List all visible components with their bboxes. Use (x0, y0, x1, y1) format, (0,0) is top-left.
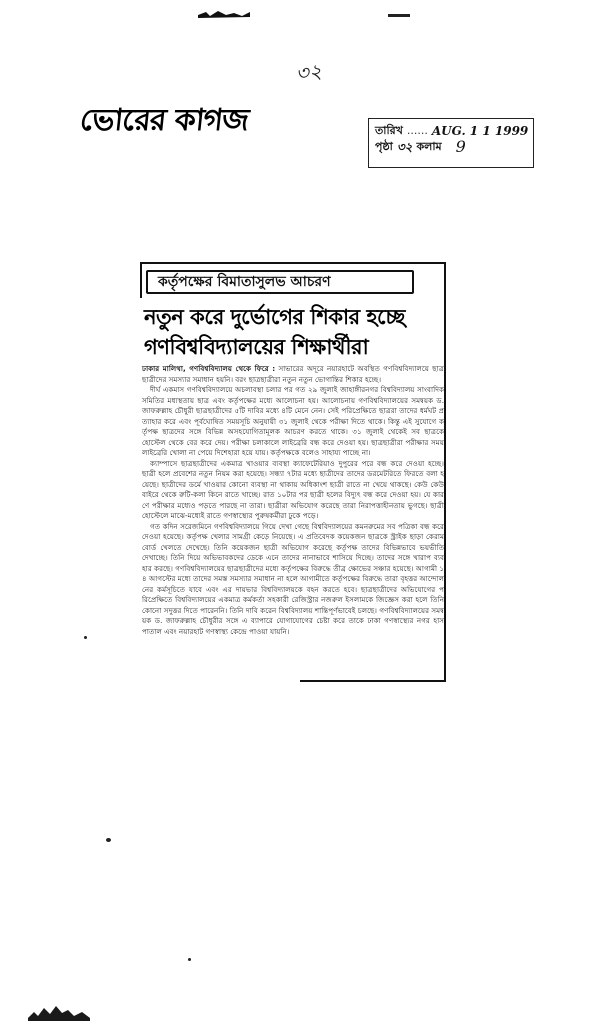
stamp-column-label: কলাম (416, 140, 442, 153)
clipping-top-rule (140, 262, 446, 264)
newspaper-masthead: ভোরের কাগজ (78, 103, 250, 138)
scan-speck (188, 958, 191, 961)
scan-speck (106, 838, 111, 842)
stamp-page-label: পৃষ্ঠা (375, 140, 393, 153)
article-clipping (140, 262, 448, 682)
archive-stamp (368, 118, 534, 168)
bottom-ink-smudge (24, 998, 94, 1022)
clipping-right-rule (444, 262, 446, 682)
article-paragraph: দীর্ঘ একমাস গণবিশ্ববিদ্যালয়ে অচলাবস্থা চলার পর গত ২৯ জুলাই জাহাঙ্গীরনগর বিশ্ববিদ্যালয় সাংবাদিক সমিতির মধ্যস্থতায় ছাত্র এবং কর্তৃপক্ষের মধ্যে আলোচনা হয়। আলোচনায় গণবিশ্ববিদ্যালয়ের সমন্বয়ক ড. জাফরুল্লাহ চৌধুরী ছাত্রছাত্রীদের ৫টি দাবির মধ্যে ৪টি মেনে নেন। সেই পরিপ্রেক্ষিতে ছাত্ররা তাদের ধর্মঘট প্রত্যাহার করে এবং পূর্বঘোষিত সময়সূচি অনুযায়ী ৩১ জুলাই থেকে পরীক্ষা দিতে থাকে। কিন্তু এই সুযোগে কর্তৃপক্ষ ছাত্রদের সঙ্গে বিভিন্ন অসহযোগিতামূলক আচরণ করতে থাকে। ৩১ জুলাই থেকেই সব ছাত্রকে হোস্টেল থেকে বের করে দেয়। পরীক্ষা চলাকালে লাইব্রেরি বন্ধ করে দেওয়া হয়। ছাত্রছাত্রীরা পরীক্ষার সময় লাইব্রেরি খোলা না পেয়ে দিশেহারা হয়ে যায়। কর্তৃপক্ষকে বলেও সাহায্য পাচ্ছে না। (142, 385, 444, 457)
article-dateline: ঢাকার মালিথা, গণবিশ্ববিদ্যালয় থেকে ফিরে : (142, 364, 276, 373)
headline-line-2: গণবিশ্ববিদ্যালয়ের শিক্ষার্থীরা (144, 335, 369, 359)
clipping-bottom-rule (300, 680, 446, 682)
stamp-page-value: ৩২ (396, 140, 413, 154)
stamp-date-row (375, 123, 527, 139)
handwritten-page-number: ৩২ (294, 58, 323, 86)
clipping-left-rule (140, 262, 142, 298)
stamp-column-value: 9 (455, 137, 466, 156)
scan-speck (84, 636, 87, 639)
stamp-date-dots: ...... (406, 124, 428, 137)
article-headline (144, 302, 444, 362)
article-paragraph (142, 364, 444, 385)
paragraph-text: সাভারের অদূরে নয়ারহাটে অবস্থিত গণবিশ্ববিদ্যালয়ে ছাত্রছাত্রীদের সমস্যার সমাধান হয়নি। বরং ছাত্রছাত্রীরা নতুন নতুন ভোগান্তির শিকার হচ্ছে। (142, 364, 444, 384)
article-paragraph: গত কদিন সরেজমিনে গণবিশ্ববিদ্যালয়ে গিয়ে দেখা গেছে বিশ্ববিদ্যালয়ের কমনরুমের সব পত্রিকা বন্ধ করে দেওয়া হয়েছে। কর্তৃপক্ষ খেলার সামগ্রী কেড়ে নিয়েছে। এ প্রতিবেদক কয়েকজন ছাত্রকে স্ট্রাইক ছাড়া কেরাম বোর্ড খেলতে দেখেছে। তিনি কয়েকজন ছাত্রী অভিযোগ করেছে কর্তৃপক্ষ তাদের বিভিন্নভাবে ভয়ভীতি দেখাচ্ছে। তিনি দিয়ে অভিভাবকদের ডেকে এনে তাদের নানাভাবে শাসিয়ে দিচ্ছে। তাদের সঙ্গে খারাপ ব্যবহার করছে। গণবিশ্ববিদ্যালয়ের ছাত্রছাত্রীদের মধ্যে কর্তৃপক্ষের বিরুদ্ধে তীব্র ক্ষোভের সঞ্চার হয়েছে। আগামী ১৪ আগস্টের মধ্যে তাদের সমস্ত সমস্যার সমাধান না হলে আগামীতে কর্তৃপক্ষের বিরুদ্ধে তারা বৃহত্তর আন্দোলনের কর্মসূচিতে যাবে এবং এর দায়ভার বিশ্ববিদ্যালয়কে বহন করতে হবে। ছাত্রছাত্রীদের অভিযোগের পরিপ্রেক্ষিতে বিশ্ববিদ্যালয়ের একমাত্র কর্মকর্তা সহকারী রেজিস্ট্রার নজরুল ইসলামকে জিজ্ঞেস করা হলে তিনি কোনো সদুত্তর দিতে পারেননি। তিনি দাবি করেন বিশ্ববিদ্যালয় শান্তিপূর্ণভাবেই চলছে। গণবিশ্ববিদ্যালয়ের সমন্বয়ক ড. জাফরুল্লাহ চৌধুরীর সঙ্গে এ ব্যাপারে যোগাযোগের চেষ্টা করে তাকে ঢাকা গণস্বাস্থ্যের নগর হাসপাতাল এবং নয়ারহাট গণস্বাস্থ্য কেন্দ্রে পাওয়া যায়নি। (142, 521, 444, 636)
stamp-page-row (375, 139, 527, 155)
headline-line-1: নতুন করে দুর্ভোগের শিকার হচ্ছে (144, 305, 405, 329)
article-kicker: কর্তৃপক্ষের বিমাতাসুলভ আচরণ (146, 270, 414, 294)
stamp-date-label: তারিখ (375, 124, 403, 137)
top-ink-smudge (196, 8, 252, 20)
article-paragraph: ক্যাম্পাসে ছাত্রছাত্রীদের একমাত্র খাওয়ার ব্যবস্থা ক্যাফেটেরিয়াও দুপুরের পরে বন্ধ করে দেওয়া হচ্ছে। ছাত্রী হলে প্রবেশের নতুন নিয়ম করা হয়েছে। সন্ধ্যা ৭টার মধ্যে ছাত্রীদের তাদের ডরমেটরিতে ফিরতে বলা হয়েছে। ছাত্রীদের ডর্মে খাওয়ার কোনো ব্যবস্থা না থাকায় অধিকাংশ ছাত্রী রাতে না খেয়ে থাকছে। কেউ কেউ বাইরে থেকে রুটি-কলা কিনে রাতে খাচ্ছে। রাত ১০টার পর ছাত্রী হলের বিদ্যুৎ বন্ধ করে দেওয়া হয়। যে কারণে পরীক্ষার মধ্যেও পড়তে পারছে না তারা। ছাত্রীরা অভিযোগ করেছে তারা নিরাপত্তাহীনতায় ভুগছে। ছাত্রী হোস্টেলে মাঝে-মধ্যেই রাতে গণস্বাস্থ্যের পুরুষকর্মীরা ঢুকে পড়ে। (142, 458, 444, 520)
article-body (142, 364, 444, 637)
stamp-date-value: AUG. 1 1 1999 (431, 124, 529, 138)
top-ink-dash (388, 14, 410, 17)
